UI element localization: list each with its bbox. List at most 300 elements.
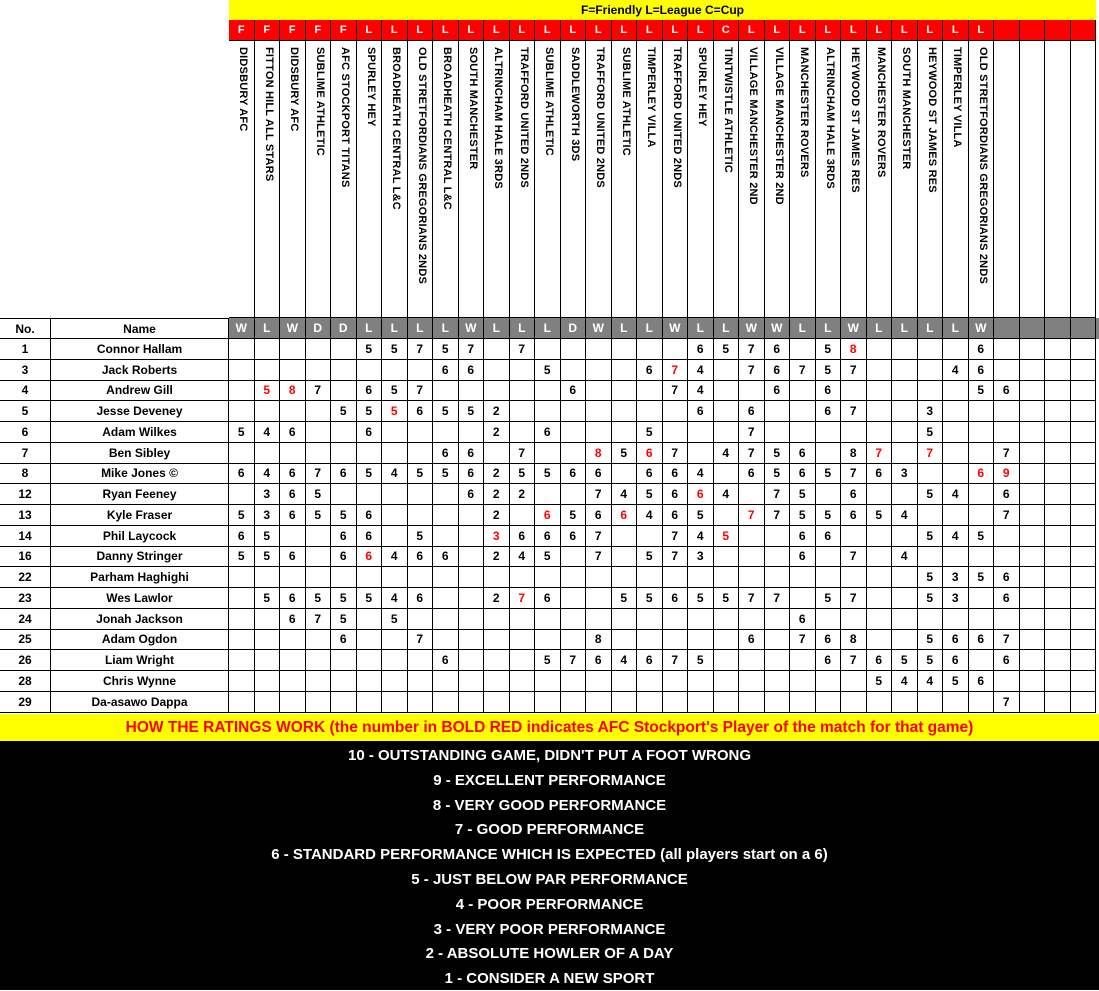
rating-cell-empty xyxy=(765,567,791,588)
rating-cell-empty xyxy=(484,443,510,464)
rating-cell: 7 xyxy=(510,443,536,464)
rating-cell: 7 xyxy=(306,381,332,402)
rating-cell: 5 xyxy=(765,443,791,464)
opponent-header xyxy=(969,41,995,318)
rating-cell: 5 xyxy=(765,464,791,485)
rating-cell: 2 xyxy=(484,422,510,443)
opponent-name: FITTON HILL ALL STARS xyxy=(262,47,275,182)
ratings-legend xyxy=(0,741,1099,990)
rating-cell-empty xyxy=(637,401,663,422)
rating-cell-empty xyxy=(841,671,867,692)
rating-cell-empty xyxy=(484,339,510,360)
rating-cell-empty xyxy=(459,692,485,713)
result-cell xyxy=(1020,318,1046,339)
opponent-header xyxy=(229,41,255,318)
rating-cell-empty xyxy=(612,401,638,422)
rating-cell: 6 xyxy=(663,484,689,505)
opponent-header xyxy=(586,41,612,318)
rating-cell-empty xyxy=(510,630,536,651)
rating-cell-empty xyxy=(714,630,740,651)
opponent-name: TRAFFORD UNITED 2NDS xyxy=(593,47,606,188)
rating-cell-empty xyxy=(765,650,791,671)
rating-cell-empty xyxy=(357,630,383,651)
rating-cell: 7 xyxy=(306,609,332,630)
opponent-name: VILLAGE MANCHESTER 2ND xyxy=(772,47,785,205)
rating-cell-empty xyxy=(561,360,587,381)
rating-cell-empty xyxy=(994,401,1020,422)
rating-cell: 7 xyxy=(663,443,689,464)
rating-cell: 5 xyxy=(816,464,842,485)
opponent-header xyxy=(714,41,740,318)
rating-cell-empty xyxy=(688,630,714,651)
rating-cell-empty xyxy=(306,547,332,568)
rating-cell: 6 xyxy=(739,401,765,422)
rating-cell: 4 xyxy=(943,484,969,505)
match-type-cell: L xyxy=(357,20,383,41)
rating-cell: 5 xyxy=(510,464,536,485)
rating-cell-empty xyxy=(714,567,740,588)
rating-cell: 7 xyxy=(765,505,791,526)
rating-cell: 6 xyxy=(790,443,816,464)
rating-cell-empty xyxy=(433,526,459,547)
legend-line: 2 - ABSOLUTE HOWLER OF A DAY xyxy=(425,945,674,963)
rating-cell: 5 xyxy=(918,650,944,671)
result-cell: L xyxy=(714,318,740,339)
rating-cell-empty xyxy=(535,630,561,651)
rating-cell-empty xyxy=(892,401,918,422)
rating-cell-empty xyxy=(1045,567,1071,588)
rating-cell-empty xyxy=(586,567,612,588)
rating-cell-empty xyxy=(229,381,255,402)
rating-cell-empty xyxy=(1045,360,1071,381)
result-cell: L xyxy=(918,318,944,339)
rating-cell-empty xyxy=(510,401,536,422)
match-type-cell xyxy=(1045,20,1071,41)
match-type-cell: L xyxy=(535,20,561,41)
result-cell: W xyxy=(969,318,995,339)
opponent-header xyxy=(765,41,791,318)
rating-cell-empty xyxy=(229,401,255,422)
rating-cell: 4 xyxy=(688,360,714,381)
rating-cell-empty xyxy=(306,671,332,692)
rating-cell-empty xyxy=(280,526,306,547)
result-cell: L xyxy=(510,318,536,339)
rating-cell-empty xyxy=(1020,339,1046,360)
rating-cell: 7 xyxy=(994,443,1020,464)
rating-cell: 2 xyxy=(484,547,510,568)
rating-cell: 7 xyxy=(739,339,765,360)
result-cell: L xyxy=(357,318,383,339)
rating-cell: 6 xyxy=(357,505,383,526)
opponent-header xyxy=(663,41,689,318)
rating-cell: 6 xyxy=(816,401,842,422)
rating-cell-empty xyxy=(561,567,587,588)
rating-cell-empty xyxy=(969,692,995,713)
match-type-cell: L xyxy=(867,20,893,41)
rating-cell: 8 xyxy=(586,443,612,464)
opponent-header xyxy=(357,41,383,318)
rating-cell-empty xyxy=(459,526,485,547)
rating-cell: 8 xyxy=(841,443,867,464)
rating-cell-empty xyxy=(382,630,408,651)
match-type-cell: F xyxy=(255,20,281,41)
opponent-header xyxy=(892,41,918,318)
rating-cell-empty xyxy=(382,650,408,671)
rating-cell-empty xyxy=(306,443,332,464)
rating-cell: 7 xyxy=(867,443,893,464)
rating-cell-empty xyxy=(1045,650,1071,671)
rating-cell-empty xyxy=(892,567,918,588)
rating-cell: 6 xyxy=(765,339,791,360)
legend-line: 9 - EXCELLENT PERFORMANCE xyxy=(433,771,666,789)
rating-cell-empty xyxy=(255,692,281,713)
rating-cell-empty xyxy=(255,609,281,630)
rating-cell-empty xyxy=(867,484,893,505)
rating-cell-empty xyxy=(841,526,867,547)
result-cell: L xyxy=(612,318,638,339)
rating-cell-empty xyxy=(255,401,281,422)
rating-cell: 6 xyxy=(612,505,638,526)
match-type-cell: L xyxy=(612,20,638,41)
rating-cell: 5 xyxy=(714,526,740,547)
rating-cell-empty xyxy=(1045,505,1071,526)
player-number: 6 xyxy=(0,422,51,443)
rating-cell: 5 xyxy=(790,484,816,505)
player-number: 25 xyxy=(0,630,51,651)
rating-cell-empty xyxy=(535,671,561,692)
rating-cell-empty xyxy=(943,609,969,630)
rating-cell-empty xyxy=(688,567,714,588)
opponent-header xyxy=(510,41,536,318)
rating-cell-empty xyxy=(459,609,485,630)
result-cell: D xyxy=(561,318,587,339)
player-name: Jonah Jackson xyxy=(51,609,229,630)
legend-line: 3 - VERY POOR PERFORMANCE xyxy=(433,920,666,938)
rating-cell-empty xyxy=(994,547,1020,568)
rating-cell-empty xyxy=(433,505,459,526)
rating-cell: 6 xyxy=(331,547,357,568)
rating-cell-empty xyxy=(867,360,893,381)
rating-cell-empty xyxy=(637,692,663,713)
rating-cell: 7 xyxy=(663,547,689,568)
rating-cell-empty xyxy=(1071,547,1097,568)
rating-cell-empty xyxy=(790,422,816,443)
rating-cell: 5 xyxy=(714,339,740,360)
rating-cell-empty xyxy=(1045,422,1071,443)
rating-cell: 5 xyxy=(535,464,561,485)
rating-cell: 4 xyxy=(688,464,714,485)
player-number: 12 xyxy=(0,484,51,505)
opponent-header xyxy=(612,41,638,318)
opponent-header xyxy=(841,41,867,318)
rating-cell-empty xyxy=(408,650,434,671)
rating-cell-empty xyxy=(612,547,638,568)
rating-cell-empty xyxy=(1071,609,1097,630)
rating-cell: 6 xyxy=(459,443,485,464)
match-type-cell xyxy=(994,20,1020,41)
rating-cell-empty xyxy=(1020,630,1046,651)
rating-cell-empty xyxy=(459,671,485,692)
rating-cell: 8 xyxy=(280,381,306,402)
rating-cell-empty xyxy=(433,692,459,713)
rating-cell: 7 xyxy=(663,381,689,402)
match-type-cell: F xyxy=(229,20,255,41)
rating-cell: 6 xyxy=(357,422,383,443)
result-cell: W xyxy=(280,318,306,339)
rating-cell-empty xyxy=(892,484,918,505)
rating-cell-empty xyxy=(994,422,1020,443)
rating-cell: 6 xyxy=(586,464,612,485)
rating-cell-empty xyxy=(739,650,765,671)
rating-cell-empty xyxy=(765,547,791,568)
rating-cell: 5 xyxy=(433,464,459,485)
match-type-cell: L xyxy=(561,20,587,41)
rating-cell: 6 xyxy=(357,381,383,402)
rating-cell-empty xyxy=(637,567,663,588)
rating-cell: 7 xyxy=(765,588,791,609)
player-name: Danny Stringer xyxy=(51,547,229,568)
rating-cell: 8 xyxy=(841,630,867,651)
player-name: Andrew Gill xyxy=(51,381,229,402)
rating-cell-empty xyxy=(816,671,842,692)
rating-cell-empty xyxy=(484,381,510,402)
result-cell: L xyxy=(433,318,459,339)
rating-cell-empty xyxy=(867,567,893,588)
rating-cell-empty xyxy=(612,381,638,402)
rating-cell: 6 xyxy=(280,588,306,609)
rating-cell-empty xyxy=(510,650,536,671)
opponent-header xyxy=(943,41,969,318)
rating-cell: 7 xyxy=(663,526,689,547)
rating-cell: 5 xyxy=(408,464,434,485)
rating-cell: 7 xyxy=(510,588,536,609)
rating-cell-empty xyxy=(280,650,306,671)
rating-cell: 6 xyxy=(969,339,995,360)
rating-cell: 5 xyxy=(969,526,995,547)
rating-cell: 6 xyxy=(969,464,995,485)
rating-cell-empty xyxy=(612,630,638,651)
rating-cell: 6 xyxy=(637,650,663,671)
rating-cell: 8 xyxy=(841,339,867,360)
rating-cell-empty xyxy=(331,360,357,381)
rating-cell-empty xyxy=(714,650,740,671)
rating-cell-empty xyxy=(1045,464,1071,485)
rating-cell-empty xyxy=(280,360,306,381)
rating-cell: 5 xyxy=(535,360,561,381)
match-type-cell: L xyxy=(510,20,536,41)
rating-cell: 5 xyxy=(229,505,255,526)
rating-cell-empty xyxy=(433,588,459,609)
rating-cell-empty xyxy=(918,381,944,402)
rating-cell-empty xyxy=(280,567,306,588)
match-type-cell: L xyxy=(892,20,918,41)
rating-cell: 6 xyxy=(994,567,1020,588)
rating-cell: 6 xyxy=(408,547,434,568)
opponent-header xyxy=(790,41,816,318)
player-name: Adam Wilkes xyxy=(51,422,229,443)
rating-cell-empty xyxy=(255,630,281,651)
rating-cell: 5 xyxy=(790,505,816,526)
rating-cell: 8 xyxy=(586,630,612,651)
rating-cell-empty xyxy=(739,547,765,568)
rating-cell: 6 xyxy=(637,443,663,464)
opponent-name: BROADHEATH CENTRAL L&C xyxy=(440,47,453,210)
rating-cell-empty xyxy=(994,526,1020,547)
rating-cell: 3 xyxy=(255,505,281,526)
rating-cell-empty xyxy=(433,671,459,692)
rating-cell-empty xyxy=(790,671,816,692)
rating-cell-empty xyxy=(306,526,332,547)
opponent-name: DIDSBURY AFC xyxy=(287,47,300,132)
rating-cell-empty xyxy=(637,526,663,547)
rating-cell-empty xyxy=(1020,484,1046,505)
player-name: Jesse Deveney xyxy=(51,401,229,422)
rating-cell: 5 xyxy=(382,609,408,630)
rating-cell-empty xyxy=(663,339,689,360)
rating-cell-empty xyxy=(535,339,561,360)
rating-cell-empty xyxy=(280,339,306,360)
rating-cell: 5 xyxy=(637,422,663,443)
rating-cell-empty xyxy=(408,422,434,443)
rating-cell-empty xyxy=(637,609,663,630)
rating-cell-empty xyxy=(1020,443,1046,464)
rating-cell: 4 xyxy=(892,671,918,692)
rating-cell: 2 xyxy=(484,505,510,526)
rating-cell: 6 xyxy=(229,464,255,485)
rating-cell: 6 xyxy=(357,526,383,547)
match-type-cell xyxy=(1020,20,1046,41)
rating-cell: 6 xyxy=(943,630,969,651)
rating-cell-empty xyxy=(408,671,434,692)
rating-cell-empty xyxy=(357,484,383,505)
rating-cell-empty xyxy=(1071,567,1097,588)
result-cell: W xyxy=(459,318,485,339)
legend-line: 1 - CONSIDER A NEW SPORT xyxy=(444,970,655,988)
rating-cell: 7 xyxy=(459,339,485,360)
opponent-name: MANCHESTER ROVERS xyxy=(797,47,810,178)
match-type-cell: F xyxy=(306,20,332,41)
rating-cell-empty xyxy=(382,443,408,464)
rating-cell: 3 xyxy=(484,526,510,547)
opponent-header xyxy=(816,41,842,318)
player-number: 29 xyxy=(0,692,51,713)
rating-cell-empty xyxy=(892,609,918,630)
rating-cell-empty xyxy=(1020,505,1046,526)
rating-cell-empty xyxy=(612,692,638,713)
rating-cell: 6 xyxy=(357,547,383,568)
rating-cell-empty xyxy=(510,567,536,588)
rating-cell-empty xyxy=(229,567,255,588)
rating-cell-empty xyxy=(1045,692,1071,713)
rating-cell: 7 xyxy=(841,401,867,422)
rating-cell: 4 xyxy=(382,588,408,609)
rating-cell: 5 xyxy=(816,588,842,609)
rating-cell: 7 xyxy=(994,505,1020,526)
rating-cell-empty xyxy=(969,547,995,568)
match-type-cell: L xyxy=(765,20,791,41)
rating-cell-empty xyxy=(255,339,281,360)
rating-cell: 5 xyxy=(816,360,842,381)
rating-cell-empty xyxy=(1045,671,1071,692)
rating-cell-empty xyxy=(535,692,561,713)
rating-cell: 7 xyxy=(790,360,816,381)
rating-cell: 3 xyxy=(943,567,969,588)
rating-cell: 6 xyxy=(433,443,459,464)
rating-cell-empty xyxy=(918,547,944,568)
match-type-cell: L xyxy=(484,20,510,41)
rating-cell: 6 xyxy=(994,381,1020,402)
opponent-header xyxy=(459,41,485,318)
rating-cell-empty xyxy=(357,360,383,381)
player-number: 5 xyxy=(0,401,51,422)
opponent-header xyxy=(382,41,408,318)
rating-cell-empty xyxy=(867,547,893,568)
rating-cell: 5 xyxy=(918,567,944,588)
rating-cell-empty xyxy=(790,381,816,402)
opponent-header xyxy=(306,41,332,318)
rating-cell-empty xyxy=(1071,443,1097,464)
rating-cell: 6 xyxy=(459,464,485,485)
player-number: 24 xyxy=(0,609,51,630)
match-type-cell: L xyxy=(688,20,714,41)
rating-cell-empty xyxy=(459,567,485,588)
rating-cell: 5 xyxy=(331,588,357,609)
player-number: 1 xyxy=(0,339,51,360)
rating-cell-empty xyxy=(433,630,459,651)
rating-cell-empty xyxy=(892,588,918,609)
opponent-header xyxy=(918,41,944,318)
rating-cell: 6 xyxy=(739,464,765,485)
rating-cell-empty xyxy=(280,671,306,692)
match-type-cell: L xyxy=(382,20,408,41)
rating-cell-empty xyxy=(790,339,816,360)
rating-cell: 6 xyxy=(459,484,485,505)
rating-cell-empty xyxy=(969,505,995,526)
rating-cell: 6 xyxy=(433,650,459,671)
rating-cell: 4 xyxy=(255,464,281,485)
rating-cell-empty xyxy=(714,609,740,630)
rating-cell-empty xyxy=(765,630,791,651)
rating-cell: 5 xyxy=(255,381,281,402)
rating-cell-empty xyxy=(688,692,714,713)
rating-cell: 6 xyxy=(688,484,714,505)
rating-cell: 5 xyxy=(229,547,255,568)
rating-cell: 3 xyxy=(255,484,281,505)
rating-cell: 7 xyxy=(739,443,765,464)
rating-cell-empty xyxy=(1045,339,1071,360)
player-number: 26 xyxy=(0,650,51,671)
rating-cell-empty xyxy=(561,484,587,505)
result-cell: L xyxy=(255,318,281,339)
rating-cell-empty xyxy=(229,692,255,713)
rating-cell-empty xyxy=(1071,588,1097,609)
rating-cell-empty xyxy=(663,567,689,588)
rating-cell: 7 xyxy=(408,339,434,360)
result-cell: L xyxy=(535,318,561,339)
player-number: 13 xyxy=(0,505,51,526)
rating-cell-empty xyxy=(688,443,714,464)
rating-cell: 5 xyxy=(408,526,434,547)
rating-cell: 6 xyxy=(459,360,485,381)
column-header-name: Name xyxy=(51,318,229,339)
rating-cell: 4 xyxy=(510,547,536,568)
rating-cell-empty xyxy=(1020,650,1046,671)
rating-cell-empty xyxy=(892,526,918,547)
result-cell: W xyxy=(663,318,689,339)
rating-cell: 4 xyxy=(714,443,740,464)
rating-cell: 6 xyxy=(510,526,536,547)
rating-cell-empty xyxy=(229,360,255,381)
